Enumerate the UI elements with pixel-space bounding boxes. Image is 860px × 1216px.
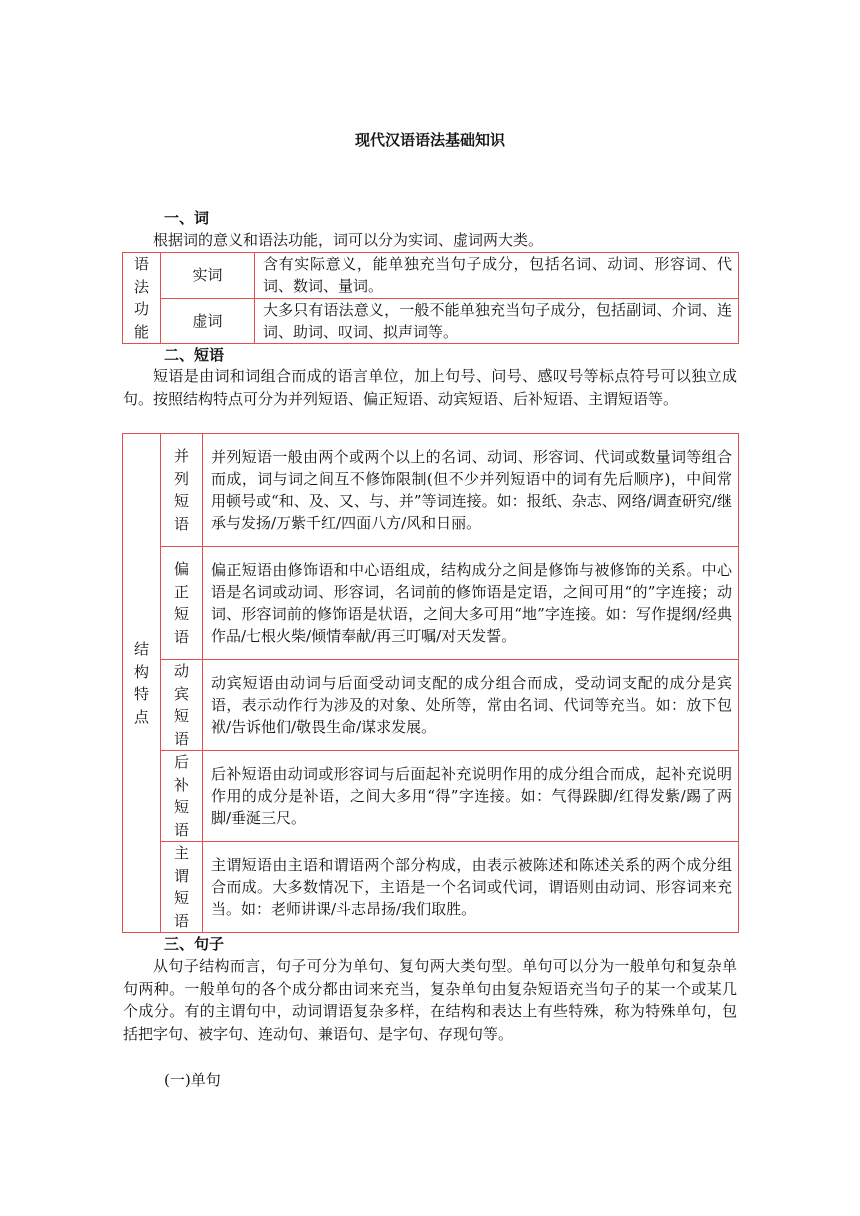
table-row: [123, 660, 739, 751]
side-label-char: 点: [133, 707, 149, 726]
section-heading-words: 一、词: [164, 209, 210, 227]
section-heading-sentences: 三、句子: [164, 935, 225, 953]
side-label-cell: [123, 434, 161, 933]
phrase-type-description: 主谓短语由主语和谓语两个部分构成，由表示被陈述和陈述关系的两个成分组合而成。大多数情况下，主语是一个名词或代词，谓语则由动词、形容词来充当。如：老师讲课/斗志昂扬/我们取胜。: [203, 842, 739, 933]
table-row: [123, 253, 739, 299]
side-label-char: 语: [133, 255, 149, 273]
word-class-table: [122, 252, 739, 344]
category-description: 含有实际意义，能单独充当句子成分，包括名词、动词、形容词、代词、数词、量词。: [255, 253, 739, 299]
table-row: [123, 842, 739, 933]
section-intro-sentences: 从句子结构而言，句子可分为单句、复句两大类句型。单句可以分为一般单句和复杂单句两种。一般单句的各个成分都由词来充当，复杂单句由复杂短语充当句子的某一个或某几个成分。有的主谓句中，动词谓语复杂多样，在结构和表达上有些特殊，称为特殊单句，包括把字句、被字句、连动句、兼语句、是字句、存现句等。: [123, 957, 737, 1043]
phrase-type-name: 偏 正 短 语: [161, 547, 203, 660]
phrase-type-name: 并 列 短 语: [161, 434, 203, 547]
side-label-char: 构: [133, 662, 149, 681]
category-name: 虚词: [161, 298, 255, 344]
subsection-heading-simple-sentence: (一)单句: [164, 1071, 221, 1089]
phrase-type-description: 偏正短语由修饰语和中心语组成，结构成分之间是修饰与被修饰的关系。中心语是名词或动词、形容词，名词前的修饰语是定语，之间可用“的”字连接；动词、形容词前的修饰语是状语，之间大多可用“地”字连接。如：写作提纲/经典作品/七根火柴/倾情奉献/再三叮嘱/对天发誓。: [203, 547, 739, 660]
phrase-type-name: 后 补 短 语: [161, 751, 203, 842]
phrase-type-name: 主 谓 短 语: [161, 842, 203, 933]
table-row: [123, 298, 739, 344]
table-row: [123, 547, 739, 660]
section-intro-phrases: 短语是由词和词组合而成的语言单位，加上句号、问号、感叹号等标点符号可以独立成句。按照结构特点可分为并列短语、偏正短语、动宾短语、后补短语、主谓短语等。: [123, 367, 737, 408]
table-row: [123, 751, 739, 842]
category-name: 实词: [161, 253, 255, 299]
phrase-type-description: 动宾短语由动词与后面受动词支配的成分组合而成，受动词支配的成分是宾语，表示动作行为涉及的对象、处所等，常由名词、代词等充当。如：放下包袱/告诉他们/敬畏生命/谋求发展。: [203, 660, 739, 751]
phrase-type-description: 后补短语由动词或形容词与后面起补充说明作用的成分组合而成，起补充说明作用的成分是补语，之间大多用“得”字连接。如：气得跺脚/红得发紫/踢了两脚/垂涎三尺。: [203, 751, 739, 842]
side-label-char: 功: [133, 300, 149, 318]
side-label-char: 能: [133, 322, 149, 341]
phrase-structure-table: [122, 433, 739, 933]
side-label-cell: [123, 253, 161, 344]
table-row: [123, 434, 739, 547]
phrase-type-description: 并列短语一般由两个或两个以上的名词、动词、形容词、代词或数量词等组合而成，词与词之间互不修饰限制(但不少并列短语中的词有先后顺序)，中间常用顿号或“和、及、又、与、并”等词连接。如：报纸、杂志、网络/调查研究/继承与发扬/万紫千红/四面八方/风和日丽。: [203, 434, 739, 547]
section-heading-phrases: 二、短语: [164, 346, 225, 364]
phrase-type-name: 动 宾 短 语: [161, 660, 203, 751]
page-title: 现代汉语语法基础知识: [354, 131, 505, 149]
side-label-char: 法: [133, 277, 149, 296]
section-intro-words: 根据词的意义和语法功能，词可以分为实词、虚词两大类。: [153, 231, 544, 249]
side-label-char: 特: [133, 685, 149, 703]
side-label-char: 结: [133, 640, 149, 658]
category-description: 大多只有语法意义，一般不能单独充当句子成分，包括副词、介词、连词、助词、叹词、拟声词等。: [255, 298, 739, 344]
